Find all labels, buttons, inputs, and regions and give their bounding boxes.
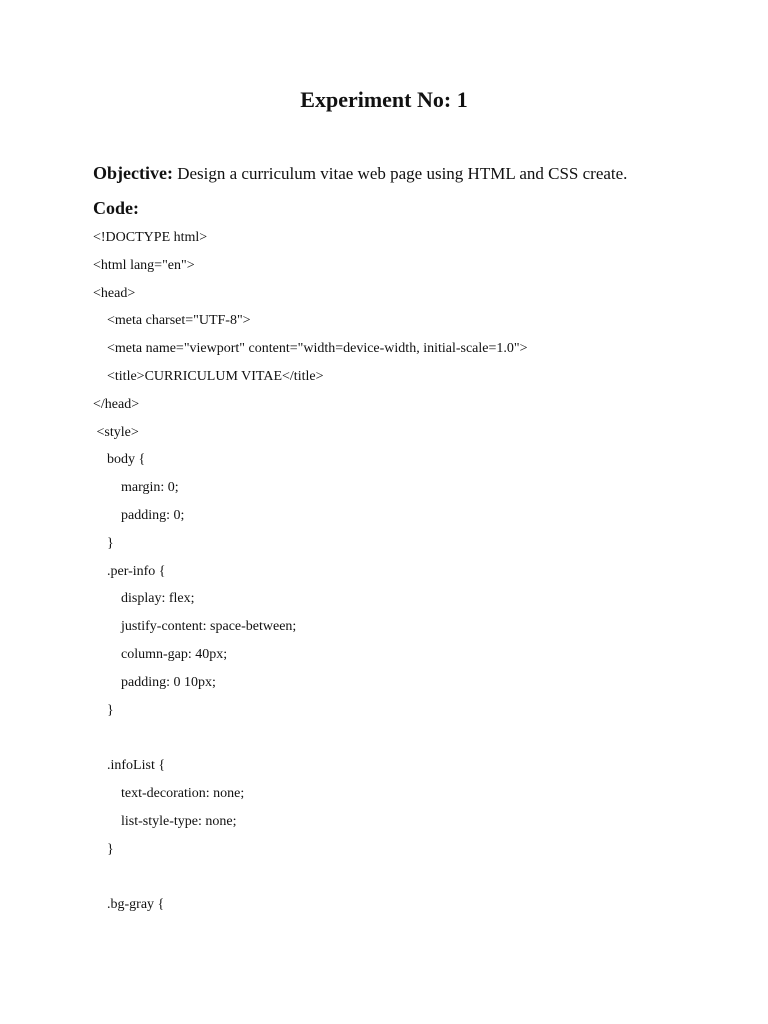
code-line: padding: 0; xyxy=(93,507,185,523)
code-line: list-style-type: none; xyxy=(93,813,237,829)
code-line: .bg-gray { xyxy=(93,897,165,913)
code-line xyxy=(93,727,528,755)
page-title: Experiment No: 1 xyxy=(300,87,468,112)
code-line: padding: 0 10px; xyxy=(93,674,216,690)
code-line: <meta charset="UTF-8"> xyxy=(93,313,251,329)
code-line: <style> xyxy=(93,424,139,440)
code-line: } xyxy=(93,702,114,718)
code-line: <meta name="viewport" content="width=device-width, initial-scale=1.0"> xyxy=(93,341,528,357)
code-line: display: flex; xyxy=(93,591,195,607)
objective xyxy=(93,160,627,187)
objective-text: Design a curriculum vitae web page using HTML and CSS create. xyxy=(177,164,628,183)
code-line: } xyxy=(93,841,114,857)
code-line: .per-info { xyxy=(93,563,166,579)
code-line: <!DOCTYPE html> xyxy=(93,230,208,245)
code-line: <head> xyxy=(93,285,136,301)
code-line: <title>CURRICULUM VITAE</title> xyxy=(93,368,324,384)
objective-label: Objective: xyxy=(93,163,173,183)
code-line: body { xyxy=(93,452,146,468)
code-heading: Code: xyxy=(93,198,139,218)
code-line: .infoList { xyxy=(93,758,166,774)
code-line: column-gap: 40px; xyxy=(93,646,228,662)
code-block xyxy=(93,227,528,922)
code-line: text-decoration: none; xyxy=(93,785,245,801)
code-line xyxy=(93,866,528,894)
code-line: </head> xyxy=(93,396,140,412)
code-line: margin: 0; xyxy=(93,480,179,496)
code-line: } xyxy=(93,535,114,551)
code-line: justify-content: space-between; xyxy=(93,619,297,635)
code-line: <html lang="en"> xyxy=(93,257,195,273)
